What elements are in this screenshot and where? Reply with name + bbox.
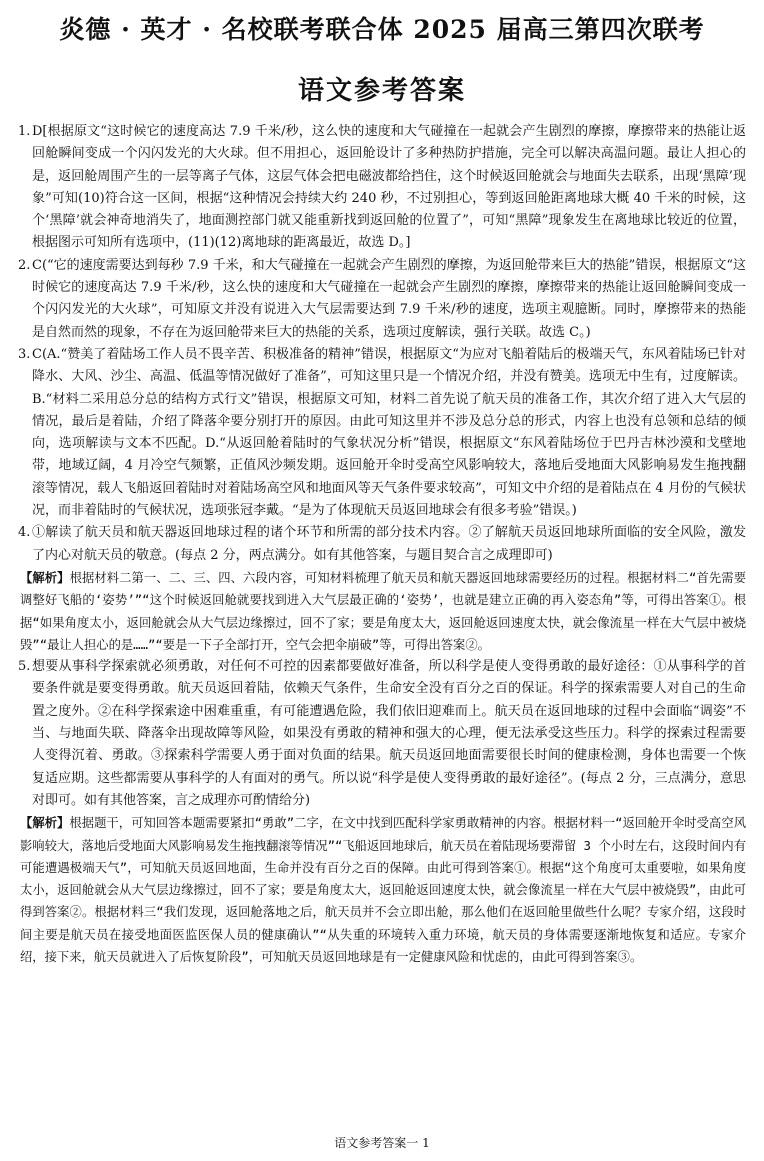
answer-item-1 bbox=[18, 121, 746, 255]
item-number: 2. bbox=[18, 257, 31, 273]
page-footer: 语文参考答案一 1 bbox=[334, 1136, 430, 1150]
page-title: 语文参考答案 bbox=[297, 76, 466, 106]
answer-text: C(A.“赞美了着陆场工作人员不畏辛苦、积极准备的精神”错误，根据原文“为应对飞船着陆后的极端天气，东风着陆场已针对降水、大风、沙尘、高温、低温等情况做好了准备”，可知这里只是一个情况介绍，并没有赞美。选项无中生有，过度解读。B.“材料二采用总分总的结构方式行文”错误，根据原文可知，材料二首先说了航天员的准备工作，其次介绍了进入大气层的情况，最后是着陆，介绍了降落伞要分别打开的原因。由此可知这里并不涉及总分总的形式，内容上也没有总领和总结的倾向，选项解读与文本不匹配。D.“从返回舱着陆时的气象状况分析”错误，根据原文“东风着陆场位于巴丹吉林沙漠和戈壁地带，地域辽阔，4 月冷空气频繁，正值风沙频发期。返回舱开伞时受高空风影响较大，落地后受地面大风影响易发生拖拽翻滚等情况，载人飞船返回着陆时对着陆场高空风和地面风等天气条件要求较高”，可知文中介绍的是着陆点在 4 月份的气候状况，而非着陆时的气候状况，选项张冠李戴。“是为了体现航天员返回地球会有很多考验”错误。) bbox=[32, 346, 746, 519]
exam-header: 炎德 · 英才 · 名校联考联合体 2025 届高三第四次联考 bbox=[59, 15, 705, 44]
analysis-tag: 【解析】 bbox=[20, 816, 70, 831]
answer-item-3 bbox=[18, 344, 746, 522]
analysis-4 bbox=[18, 567, 746, 656]
answer-text: D[根据原文“这时候它的速度高达 7.9 千米/秒，这么快的速度和大气碰撞在一起就会产生剧烈的摩擦，摩擦带来的热能让返回舱瞬间变成一个闪闪发光的大火球。但不用担心，返回舱设计了多种热防护措施，完全可以解决高温问题。最让人担心的是，返回舱周围产生的一层等离子气体，这层气体会把电磁波都给挡住，这个时候返回舱就会与地面失去联系，出现‘黑障’现象”可知(10)符合这一区间，根据“这种情况会持续大约 240 秒，不过别担心，等到返回舱距离地球大概 40 千米的时候，这个‘黑障’就会神奇地消失了，地面测控部门就又能重新找到返回舱的位置了”，可知“黑障”现象发生在离地球比较近的位置，根据图示可知所有选项中，(11)(12)离地球的距离最近，故选 D。] bbox=[32, 124, 746, 251]
answer-item-4 bbox=[18, 522, 746, 567]
answer-text: C(“它的速度需要达到每秒 7.9 千米，和大气碰撞在一起就会产生剧烈的摩擦，为返回舱带来巨大的热能”错误，根据原文“这时候它的速度高达 7.9 千米/秒，这么快的速度和大气碰撞在一起就会产生剧烈的摩擦，摩擦带来的热能让返回舱瞬间变成一个闪闪发光的大火球”，可知原文并没有说进入大气层需要达到 7.9 千米/秒的速度，选项主观臆断。同时，摩擦带来的热能是自然而然的现象，不存在为返回舱带来巨大的热能的关系，选项过度解读，强行关联。故选 C。) bbox=[32, 257, 746, 340]
answer-text: 想要从事科学探索就必须勇敢，对任何不可控的因素都要做好准备，所以科学是使人变得勇敢的最好途径：①从事科学的首要条件就是要变得勇敢。航天员返回着陆，依赖天气条件，生命安全没有百分之百的保证。科学的探索需要人对自己的生命置之度外。②在科学探索途中困难重重，有可能遭遇危险，我们依旧迎难而上。航天员在返回地球的过程中会面临“调姿”不当、与地面失联、降落伞出现故障等风险，如果没有勇敢的精神和强大的心理，便无法承受这些压力。科学的探索过程需要人变得沉着、勇敢。③探索科学需要人勇于面对负面的结果。航天员返回地面需要很长时间的健康检测，身体也需要一个恢复适应期。这些都需要从事科学的人有面对的勇气。所以说“科学是使人变得勇敢的最好途径”。(每点 2 分，三点满分，意思对即可。如有其他答案，言之成理亦可酌情给分) bbox=[32, 659, 746, 808]
item-number: 4. bbox=[18, 525, 31, 541]
analysis-text: 根据题干，可知回答本题需要紧扣“勇敢”二字，在文中找到匹配科学家勇敢精神的内容。根据材料一“返回舱开伞时受高空风影响较大，落地后受地面大风影响易发生拖拽翻滚等情况”“飞船返回地球后，航天员在着陆现场要滞留 3 个小时左右，这段时间内有可能遭遇极端天气”，可知航天员返回地面，生命并没有百分之百的保障。由此可得到答案①。根据“这个角度可太重要啦，如果角度太小，返回舱就会从大气层边缘擦过，回不了家；要是角度太大，返回舱返回速度太快，就会像流星一样在大气层中被烧毁”，由此可得到答案②。根据材料三“我们发现，返回舱落地之后，航天员并不会立即出舱，那么他们在返回舱里做些什么呢？专家介绍，这段时间主要是航天员在接受地面医监医保人员的健康确认”“从失重的环境转入重力环境，航天员的身体需要逐渐地恢复和适应。专家介绍，接下来，航天员就进入了后恢复阶段”，可知航天员返回地球是有一定健康风险和忧虑的，由此可得到答案③。 bbox=[20, 816, 746, 964]
answer-page bbox=[0, 8, 764, 1161]
item-number: 5. bbox=[18, 659, 31, 675]
analysis-tag: 【解析】 bbox=[20, 570, 70, 585]
item-number: 1. bbox=[18, 124, 31, 139]
answer-list bbox=[18, 121, 746, 968]
answer-item-5 bbox=[18, 656, 746, 812]
analysis-5 bbox=[18, 812, 746, 968]
answer-item-2 bbox=[18, 255, 746, 344]
analysis-text: 根据材料二第一、二、三、四、六段内容，可知材料梳理了航天员和航天器返回地球需要经历的过程。根据材料二“首先需要调整好飞船的‘姿势’”“这个时候返回舱就要找到进入大气层最正确的‘姿势’，也就是建立正确的再入姿态角”等，可得出答案①。根据“如果角度太小，返回舱就会从大气层边缘擦过，回不了家；要是角度太大，返回舱返回速度太快，就会像流星一样在大气层中被烧毁”“最让人担心的是……”“要是一下子全部打开，空气会把伞崩破”等，可得出答案②。 bbox=[20, 570, 746, 652]
answer-text: ①解读了航天员和航天器返回地球过程的诸个环节和所需的部分技术内容。②了解航天员返回地球所面临的安全风险，激发了内心对航天员的敬意。(每点 2 分，两点满分。如有其他答案，与题目契合言之成理即可) bbox=[32, 525, 746, 563]
item-number: 3. bbox=[18, 346, 31, 362]
